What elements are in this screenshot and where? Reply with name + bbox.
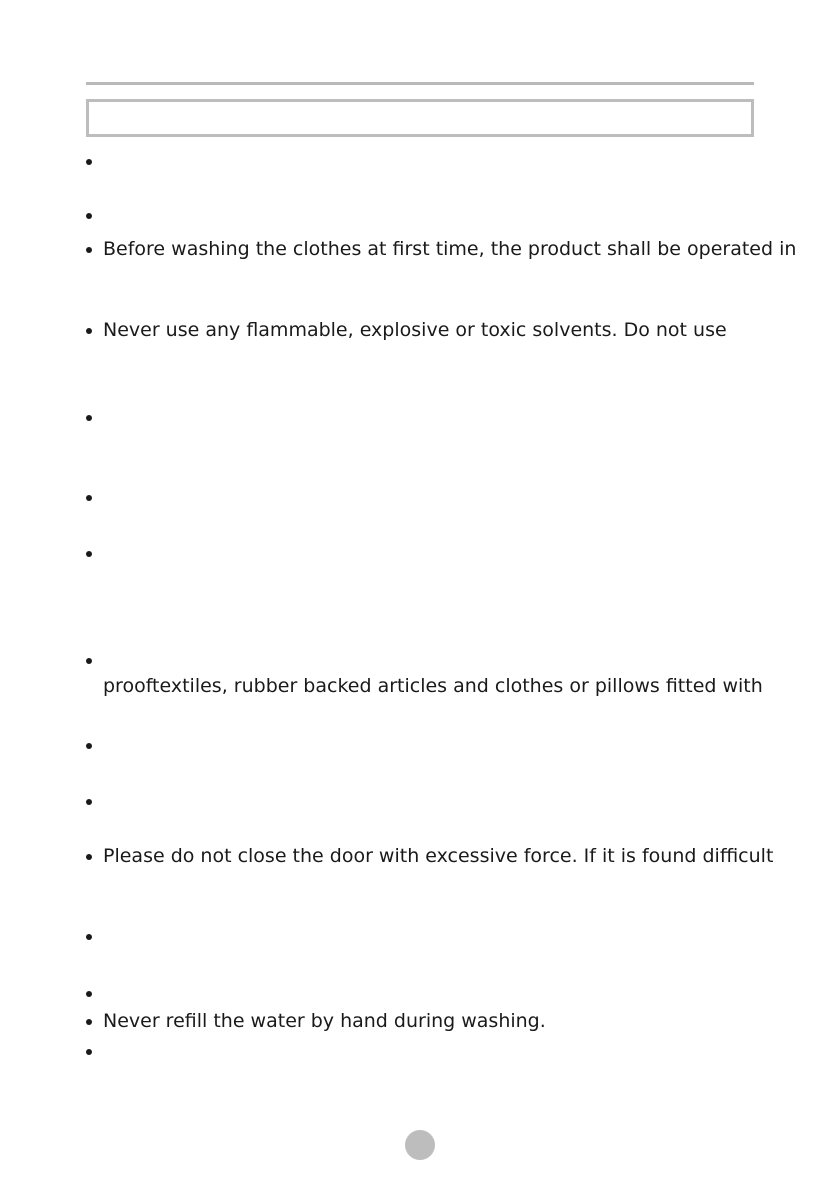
bullet xyxy=(86,415,92,421)
bullet xyxy=(86,658,92,664)
bullet xyxy=(86,991,92,997)
proof-textiles-line: prooftextiles, rubber backed articles and clothes or pillows fitted with xyxy=(103,675,763,697)
bullet xyxy=(86,551,92,557)
bullet xyxy=(86,1019,92,1025)
refill-water-line: Never refill the water by hand during washing. xyxy=(103,1010,546,1032)
bullet xyxy=(86,495,92,501)
door-force-line: Please do not close the door with excessive force. If it is found difficult xyxy=(103,845,774,867)
bullet xyxy=(86,743,92,749)
bullet xyxy=(86,799,92,805)
bullet xyxy=(86,159,92,165)
section-header-box xyxy=(86,99,754,137)
first-wash-line: Before washing the clothes at first time, the product shall be operated in xyxy=(103,238,797,260)
bullet xyxy=(86,213,92,219)
bullet xyxy=(86,247,92,253)
page-number-badge xyxy=(405,1130,435,1160)
solvents-line: Never use any flammable, explosive or toxic solvents. Do not use xyxy=(103,319,727,341)
bullet xyxy=(86,934,92,940)
bullet xyxy=(86,328,92,334)
top-divider xyxy=(86,82,754,85)
bullet xyxy=(86,1049,92,1055)
bullet xyxy=(86,854,92,860)
